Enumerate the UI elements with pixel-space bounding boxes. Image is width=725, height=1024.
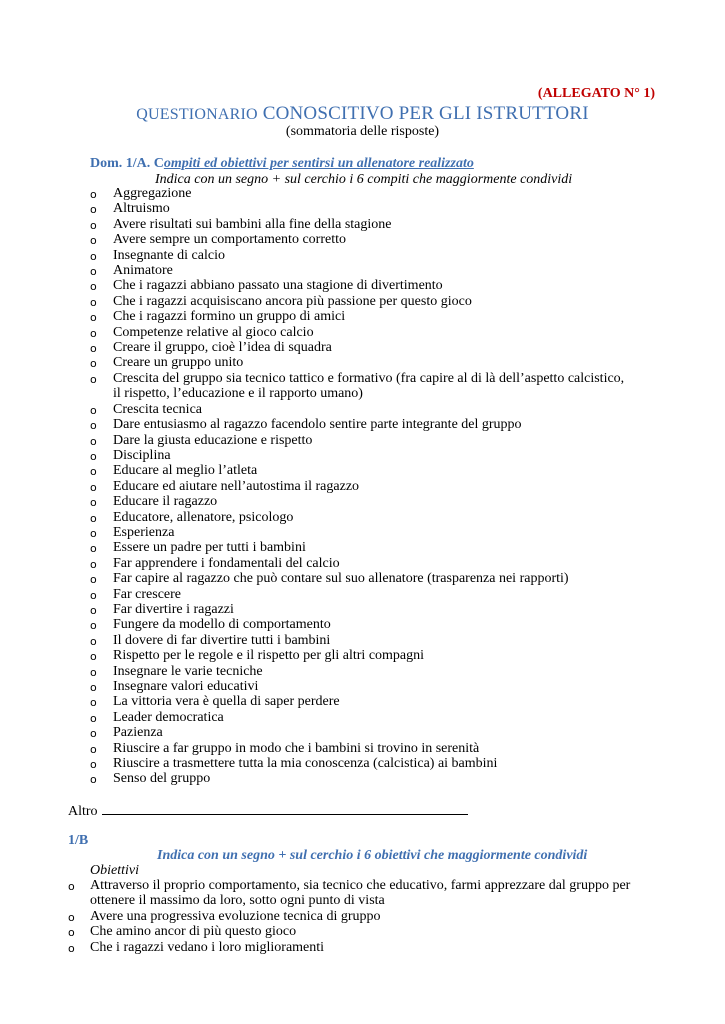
circle-bullet-icon[interactable]: o (90, 696, 97, 710)
list-item[interactable] (0, 771, 633, 786)
title-part-1: QUESTIONARIO (136, 106, 258, 123)
list-item[interactable] (0, 402, 633, 417)
list-item[interactable] (0, 940, 665, 955)
circle-bullet-icon[interactable]: o (90, 480, 97, 494)
list-item[interactable] (0, 294, 633, 309)
list-item-text: Riuscire a far gruppo in modo che i bambini si trovino in serenità (113, 740, 480, 756)
list-item[interactable] (0, 602, 633, 617)
circle-bullet-icon[interactable]: o (90, 650, 97, 664)
list-item[interactable] (0, 325, 633, 340)
list-item-text: Crescita tecnica (113, 401, 203, 417)
list-item-text: Dare la giusta educazione e rispetto (113, 432, 313, 448)
list-item-text: Insegnante di calcio (113, 247, 225, 263)
list-item-text: Educare ed aiutare nell’autostima il ragazzo (113, 478, 360, 494)
circle-bullet-icon[interactable]: o (90, 727, 97, 741)
list-item[interactable] (0, 217, 633, 232)
list-item[interactable] (0, 371, 633, 402)
circle-bullet-icon[interactable]: o (90, 742, 97, 756)
circle-bullet-icon[interactable]: o (90, 773, 97, 787)
question-1b-label: 1/B (68, 833, 89, 848)
list-item-text: Senso del gruppo (113, 771, 211, 787)
list-item-text: Aggregazione (113, 186, 192, 201)
list-item-text: Attraverso il proprio comportamento, sia tecnico che educativo, farmi apprezzare dal gruppo per ottenere il massimo da loro, sotto ogni punto di vista (90, 878, 631, 909)
list-item-text: Essere un padre per tutti i bambini (113, 540, 306, 556)
list-item[interactable] (0, 924, 665, 939)
circle-bullet-icon[interactable]: o (90, 342, 97, 356)
list-item-text: Che i ragazzi vedano i loro miglioramenti (90, 939, 325, 955)
list-item-text: Insegnare le varie tecniche (113, 663, 263, 679)
question-1a-instruction: Indica con un segno + sul cerchio i 6 compiti che maggiormente condividi (155, 172, 573, 187)
circle-bullet-icon[interactable]: o (90, 619, 97, 633)
list-item[interactable] (0, 263, 633, 278)
list-item[interactable] (0, 201, 633, 216)
list-item-text: Disciplina (113, 447, 171, 463)
question-1b-subheading: Obiettivi (90, 863, 139, 878)
list-item-text: Avere sempre un comportamento corretto (113, 232, 346, 248)
list-item-text: Insegnare valori educativi (113, 679, 259, 694)
list-item-text: Educatore, allenatore, psicologo (113, 509, 294, 525)
circle-bullet-icon[interactable]: o (90, 249, 97, 263)
circle-bullet-icon[interactable]: o (68, 941, 75, 955)
circle-bullet-icon[interactable]: o (90, 203, 97, 217)
question-1b-instruction: Indica con un segno + sul cerchio i 6 obiettivi che maggiormente condividi (157, 848, 588, 863)
question-1a-label: Dom. 1/A. C (90, 156, 164, 171)
circle-bullet-icon[interactable]: o (90, 511, 97, 525)
list-item[interactable] (0, 463, 633, 478)
circle-bullet-icon[interactable]: o (90, 526, 97, 540)
list-item-text: Che amino ancor di più questo gioco (90, 924, 297, 940)
list-item[interactable] (0, 556, 633, 571)
list-item[interactable] (0, 756, 633, 771)
list-item-text: Competenze relative al gioco calcio (113, 324, 314, 340)
list-item[interactable] (0, 540, 633, 555)
circle-bullet-icon[interactable]: o (90, 218, 97, 232)
circle-bullet-icon[interactable]: o (90, 234, 97, 248)
list-item[interactable] (0, 309, 633, 324)
list-item[interactable] (0, 648, 633, 663)
circle-bullet-icon[interactable]: o (90, 665, 97, 679)
list-item[interactable] (0, 248, 633, 263)
circle-bullet-icon[interactable]: o (90, 372, 97, 386)
list-item[interactable] (0, 741, 633, 756)
list-item-text: Pazienza (113, 725, 163, 741)
list-item-text: La vittoria vera è quella di saper perdere (113, 694, 340, 710)
circle-bullet-icon[interactable]: o (90, 634, 97, 648)
circle-bullet-icon[interactable]: o (68, 880, 75, 893)
list-item[interactable] (0, 725, 633, 740)
list-item[interactable] (0, 617, 633, 632)
list-item-text: Che i ragazzi abbiano passato una stagione di divertimento (113, 278, 443, 294)
altro-label: Altro (68, 804, 98, 819)
altro-field[interactable] (68, 802, 468, 820)
circle-bullet-icon[interactable]: o (90, 326, 97, 340)
question-1a-heading (90, 156, 474, 172)
title-part-2: CONOSCITIVO PER GLI ISTRUTTORI (257, 103, 589, 124)
list-item-text: Far apprendere i fondamentali del calcio (113, 555, 340, 571)
circle-bullet-icon[interactable]: o (90, 280, 97, 294)
list-item[interactable] (0, 479, 633, 494)
circle-bullet-icon[interactable]: o (68, 910, 75, 924)
circle-bullet-icon[interactable]: o (90, 711, 97, 725)
list-item[interactable] (0, 510, 633, 525)
question-1a-text: ompiti ed obiettivi per sentirsi un allenatore realizzato (163, 156, 474, 171)
list-item-text: Leader democratica (113, 709, 224, 725)
list-item[interactable] (0, 494, 633, 509)
list-item-text: Educare il ragazzo (113, 494, 218, 510)
list-item[interactable] (0, 278, 633, 293)
list-item-text: Che i ragazzi acquisiscano ancora più passione per questo gioco (113, 293, 472, 309)
list-item-text: Educare al meglio l’atleta (113, 463, 258, 479)
circle-bullet-icon[interactable]: o (90, 557, 97, 571)
circle-bullet-icon[interactable]: o (68, 926, 75, 940)
list-item[interactable] (0, 664, 633, 679)
list-item[interactable] (0, 355, 633, 370)
list-item-text: Riuscire a trasmettere tutta la mia conoscenza (calcistica) ai bambini (113, 756, 498, 772)
circle-bullet-icon[interactable]: o (90, 758, 97, 772)
circle-bullet-icon[interactable]: o (90, 573, 97, 587)
list-item[interactable] (0, 232, 633, 247)
list-item-text: Esperienza (113, 524, 175, 540)
list-item[interactable] (0, 417, 633, 432)
question-1a-list (0, 186, 725, 787)
circle-bullet-icon[interactable]: o (90, 357, 97, 371)
list-item[interactable] (0, 878, 665, 909)
circle-bullet-icon[interactable]: o (90, 434, 97, 448)
question-1b-list (0, 878, 725, 955)
list-item[interactable] (0, 448, 633, 463)
list-item-text: Fungere da modello di comportamento (113, 617, 331, 633)
list-item-text: Che i ragazzi formino un gruppo di amici (113, 309, 346, 325)
list-item[interactable] (0, 433, 633, 448)
circle-bullet-icon[interactable]: o (90, 603, 97, 617)
circle-bullet-icon[interactable]: o (90, 465, 97, 479)
list-item[interactable] (0, 587, 633, 602)
list-item-text: Animatore (113, 263, 173, 279)
list-item-text: Crescita del gruppo sia tecnico tattico e formativo (fra capire al di là dell’aspetto calcistico, il rispetto, l’educazione e il rapporto umano) (113, 370, 625, 402)
altro-input-line[interactable] (102, 802, 468, 815)
circle-bullet-icon[interactable]: o (90, 419, 97, 433)
circle-bullet-icon[interactable]: o (90, 496, 97, 510)
circle-bullet-icon[interactable]: o (90, 542, 97, 556)
list-item-text: Dare entusiasmo al ragazzo facendolo sentire parte integrante del gruppo (113, 417, 522, 433)
list-item[interactable] (0, 571, 633, 586)
list-item-text: Avere una progressiva evoluzione tecnica di gruppo (90, 908, 381, 924)
list-item-text: Avere risultati sui bambini alla fine della stagione (113, 216, 392, 232)
circle-bullet-icon[interactable]: o (90, 311, 97, 325)
circle-bullet-icon[interactable]: o (90, 588, 97, 602)
list-item-text: Creare il gruppo, cioè l’idea di squadra (113, 340, 332, 356)
circle-bullet-icon[interactable]: o (90, 449, 97, 463)
circle-bullet-icon[interactable]: o (90, 681, 97, 694)
list-item-text: Creare un gruppo unito (113, 355, 244, 371)
list-item[interactable] (0, 679, 633, 694)
list-item[interactable] (0, 633, 633, 648)
circle-bullet-icon[interactable]: o (90, 188, 97, 201)
list-item[interactable] (0, 710, 633, 725)
circle-bullet-icon[interactable]: o (90, 265, 97, 279)
list-item-text: Rispetto per le regole e il rispetto per gli altri compagni (113, 648, 425, 664)
list-item-text: Il dovere di far divertire tutti i bambini (113, 632, 331, 648)
list-item-text: Far capire al ragazzo che può contare sul suo allenatore (trasparenza nei rapporti) (113, 571, 569, 587)
list-item-text: Far divertire i ragazzi (113, 601, 234, 617)
circle-bullet-icon[interactable]: o (90, 403, 97, 417)
list-item[interactable] (0, 694, 633, 709)
circle-bullet-icon[interactable]: o (90, 295, 97, 309)
page-title (0, 103, 725, 125)
allegato-label: (ALLEGATO N° 1) (537, 86, 655, 101)
list-item[interactable] (0, 909, 665, 924)
list-item-text: Far crescere (113, 586, 182, 602)
list-item[interactable] (0, 186, 633, 201)
list-item[interactable] (0, 340, 633, 355)
page-subtitle: (sommatoria delle risposte) (285, 124, 440, 139)
list-item-text: Altruismo (113, 201, 170, 217)
list-item[interactable] (0, 525, 633, 540)
